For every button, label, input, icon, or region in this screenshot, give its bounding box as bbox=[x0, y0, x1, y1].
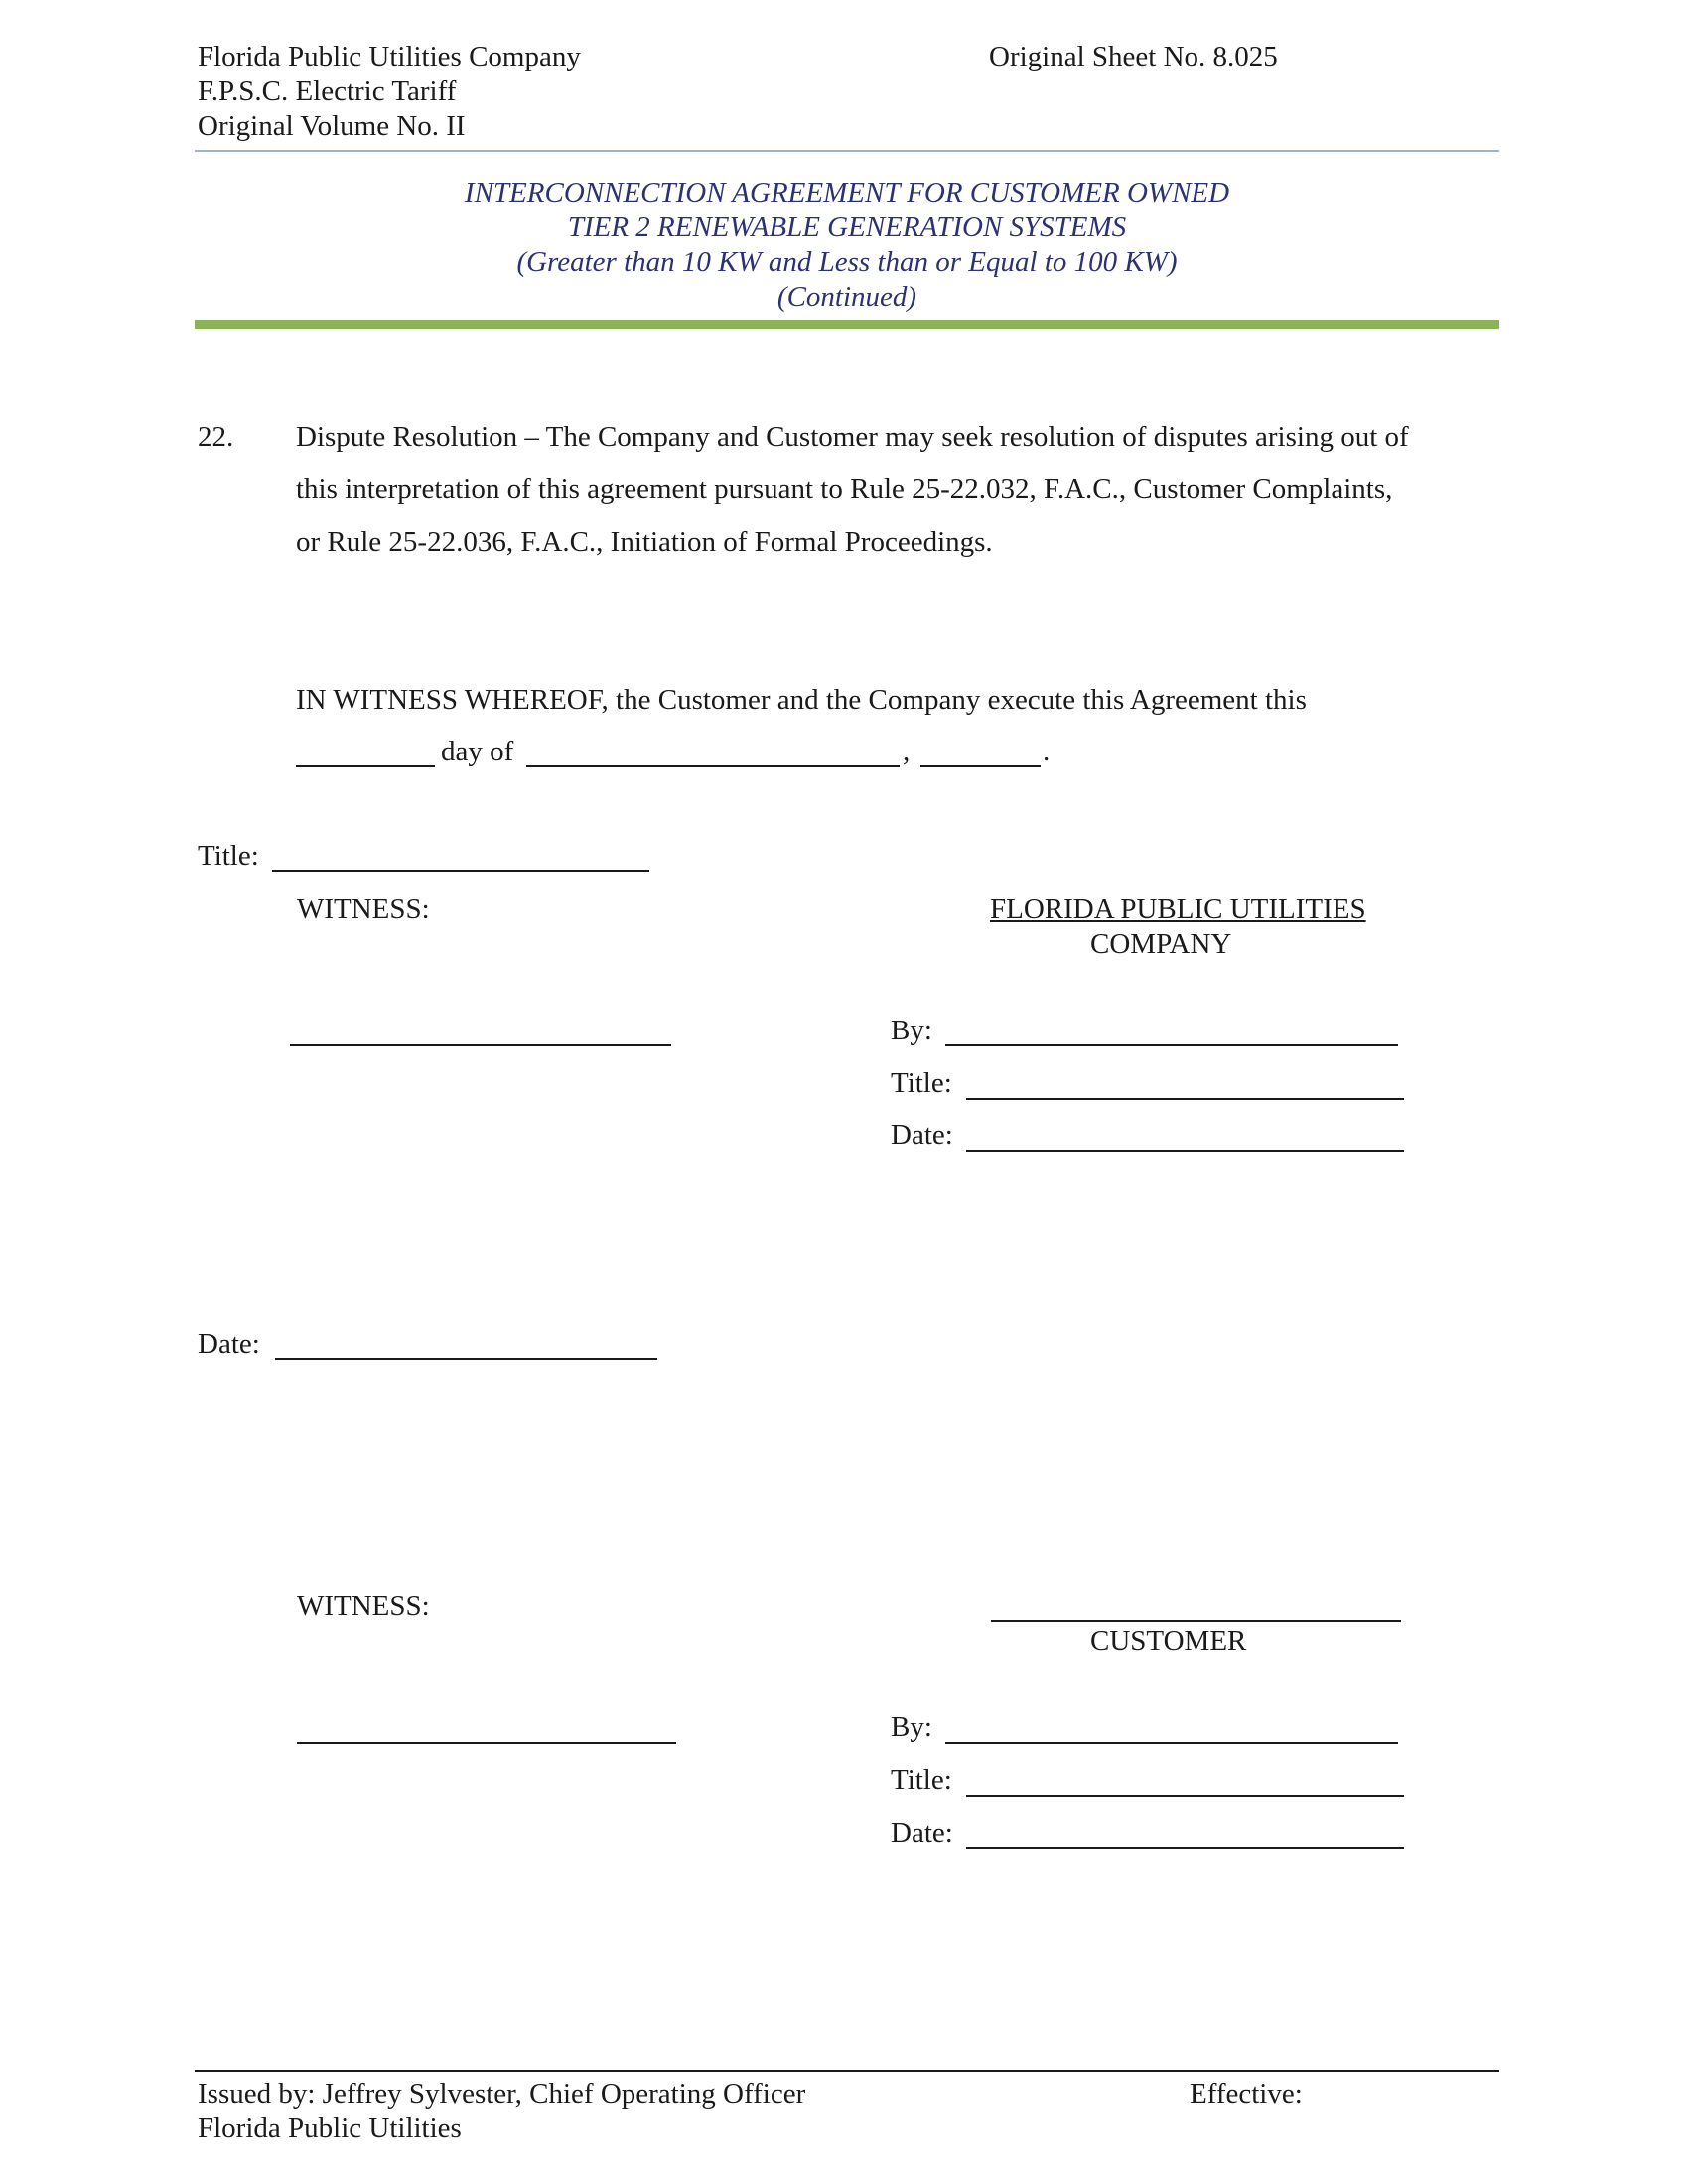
left-date-label: Date: bbox=[198, 1328, 260, 1360]
customer-by-label: By: bbox=[891, 1711, 932, 1743]
customer-date-line[interactable] bbox=[966, 1847, 1404, 1849]
section-22-line-2: this interpretation of this agreement pursuant to Rule 25-22.032, F.A.C., Customer Complaints, bbox=[296, 474, 1393, 505]
month-blank[interactable] bbox=[526, 765, 900, 767]
title-line-3: (Greater than 10 KW and Less than or Equal to 100 KW) bbox=[516, 246, 1178, 278]
title-line-1: INTERCONNECTION AGREEMENT FOR CUSTOMER OWNED bbox=[464, 177, 1230, 208]
header-divider bbox=[195, 150, 1499, 152]
company-name-line-1: FLORIDA PUBLIC UTILITIES bbox=[990, 893, 1366, 925]
year-blank[interactable] bbox=[920, 765, 1041, 767]
title-line-4: (Continued) bbox=[776, 281, 917, 313]
header-tariff: F.P.S.C. Electric Tariff bbox=[198, 75, 457, 107]
customer-signature-line[interactable] bbox=[991, 1620, 1401, 1622]
left-date-blank[interactable] bbox=[275, 1358, 657, 1360]
company-by-label: By: bbox=[891, 1015, 932, 1046]
footer-left bbox=[198, 2077, 805, 2146]
section-number: 22. bbox=[198, 421, 234, 453]
company-date-label: Date: bbox=[891, 1119, 953, 1151]
company-witness-label: WITNESS: bbox=[297, 893, 430, 925]
footer-effective: Effective: bbox=[1190, 2078, 1303, 2110]
header-left bbox=[198, 40, 581, 144]
company-by-line[interactable] bbox=[945, 1044, 1398, 1046]
section-22-line-3: or Rule 25-22.036, F.A.C., Initiation of Formal Proceedings. bbox=[296, 526, 993, 558]
section-22-text bbox=[296, 411, 1409, 569]
company-title-label: Title: bbox=[891, 1067, 952, 1099]
company-title-line[interactable] bbox=[966, 1098, 1404, 1100]
company-date-line[interactable] bbox=[966, 1150, 1404, 1152]
company-name-line-2: COMPANY bbox=[1090, 928, 1232, 960]
header-volume: Original Volume No. II bbox=[198, 110, 466, 142]
comma-text: , bbox=[903, 736, 911, 767]
witness-clause-line-1: IN WITNESS WHEREOF, the Customer and the Company execute this Agreement this bbox=[296, 684, 1307, 716]
left-title-blank[interactable] bbox=[272, 870, 649, 872]
customer-date-label: Date: bbox=[891, 1817, 953, 1848]
title-line-2: TIER 2 RENEWABLE GENERATION SYSTEMS bbox=[567, 211, 1127, 243]
customer-title-line[interactable] bbox=[966, 1795, 1404, 1797]
company-witness-signature-line[interactable] bbox=[290, 1044, 671, 1046]
day-of-label: day of bbox=[441, 736, 514, 767]
day-blank[interactable] bbox=[296, 765, 435, 767]
customer-witness-label: WITNESS: bbox=[297, 1590, 430, 1622]
customer-title-label: Title: bbox=[891, 1764, 952, 1796]
customer-by-line[interactable] bbox=[945, 1742, 1398, 1744]
header-company: Florida Public Utilities Company bbox=[198, 41, 581, 72]
footer-divider bbox=[195, 2070, 1499, 2072]
footer-issued-by: Issued by: Jeffrey Sylvester, Chief Operating Officer bbox=[198, 2078, 806, 2110]
left-title-label: Title: bbox=[198, 840, 259, 872]
title-divider bbox=[195, 320, 1499, 329]
period-text: . bbox=[1043, 736, 1051, 767]
header-sheet-number: Original Sheet No. 8.025 bbox=[989, 41, 1278, 72]
document-title bbox=[195, 176, 1499, 315]
customer-witness-signature-line[interactable] bbox=[297, 1742, 676, 1744]
section-22-line-1: Dispute Resolution – The Company and Customer may seek resolution of disputes arising out of bbox=[296, 421, 1409, 453]
customer-label: CUSTOMER bbox=[1090, 1625, 1247, 1657]
footer-company: Florida Public Utilities bbox=[198, 2113, 462, 2144]
